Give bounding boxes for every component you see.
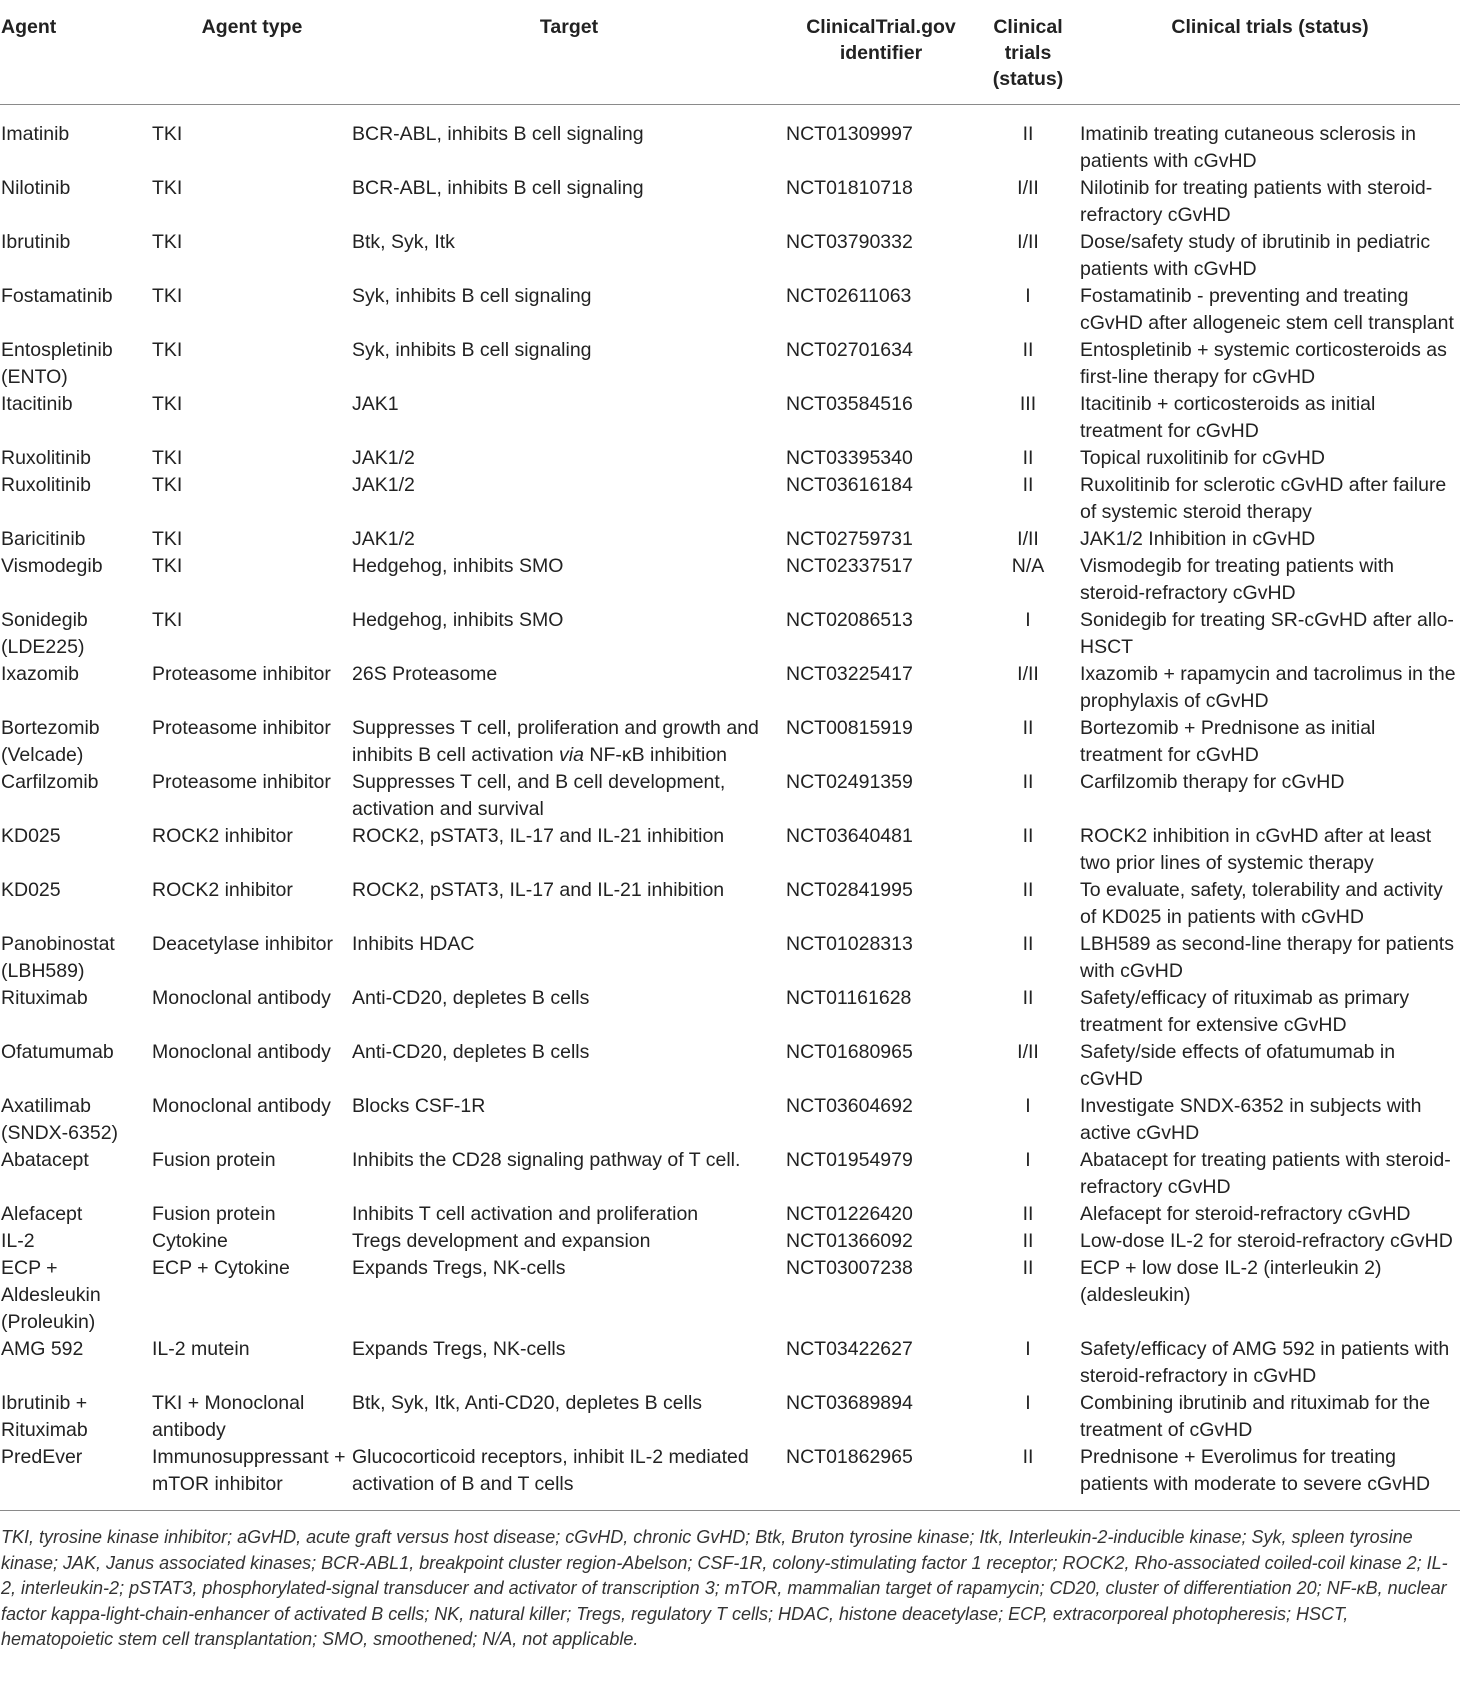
cell-status: II: [1022, 1203, 1034, 1225]
cell-agent-type: TKI: [152, 393, 183, 415]
cell-agent-type: Cytokine: [152, 1230, 228, 1252]
cell-status: I: [1025, 1149, 1031, 1171]
cell-target: Anti-CD20, depletes B cells: [352, 987, 590, 1009]
cell-description: Ruxolitinib for sclerotic cGvHD after failure of systemic steroid therapy: [1080, 474, 1447, 523]
cell-description: Ixazomib + rapamycin and tacrolimus in the prophylaxis of cGvHD: [1080, 663, 1456, 712]
cell-status: I: [1025, 1095, 1031, 1117]
table-row: [0, 553, 1460, 607]
cell-agent: Baricitinib: [1, 528, 86, 550]
cell-identifier: NCT01028313: [786, 933, 913, 955]
cell-target: Expands Tregs, NK-cells: [352, 1257, 566, 1279]
table-row: [0, 985, 1460, 1039]
cell-status: II: [1022, 123, 1034, 145]
cell-status: I: [1025, 1392, 1031, 1414]
table-row: [0, 877, 1460, 931]
cell-identifier: NCT03225417: [786, 663, 913, 685]
table-row: [0, 472, 1460, 526]
cell-agent-type: Fusion protein: [152, 1149, 276, 1171]
table-row: [0, 391, 1460, 445]
table-row: [0, 607, 1460, 661]
cell-description: Sonidegib for treating SR-cGvHD after allo-HSCT: [1080, 609, 1454, 658]
cell-description: ECP + low dose IL-2 (interleukin 2) (aldesleukin): [1080, 1257, 1382, 1306]
cell-description: JAK1/2 Inhibition in cGvHD: [1080, 528, 1316, 550]
table-row: [0, 175, 1460, 229]
table-row: [0, 1390, 1460, 1444]
cell-status: I/II: [1017, 1041, 1039, 1063]
table-row: [0, 661, 1460, 715]
cell-agent: Ruxolitinib: [1, 447, 91, 469]
cell-status: I: [1025, 609, 1031, 631]
cell-target: Inhibits HDAC: [352, 933, 475, 955]
cell-status: II: [1022, 474, 1034, 496]
cell-agent-type: TKI: [152, 447, 183, 469]
cell-agent-type: ECP + Cytokine: [152, 1257, 290, 1279]
cell-status: III: [1019, 393, 1037, 415]
cell-identifier: NCT02086513: [786, 609, 913, 631]
cell-description: Safety/efficacy of AMG 592 in patients with steroid-refractory in cGvHD: [1080, 1338, 1450, 1387]
cell-description: Abatacept for treating patients with steroid-refractory cGvHD: [1080, 1149, 1451, 1198]
cell-agent: Ixazomib: [1, 663, 80, 685]
cell-agent-type: TKI: [152, 339, 183, 361]
cell-agent-type: ROCK2 inhibitor: [152, 879, 293, 901]
cell-target: Tregs development and expansion: [352, 1230, 651, 1252]
cell-agent: Panobinostat (LBH589): [1, 933, 115, 982]
cell-description: Vismodegib for treating patients with steroid-refractory cGvHD: [1080, 555, 1394, 604]
cell-agent: Ofatumumab: [1, 1041, 114, 1063]
cell-identifier: NCT02337517: [786, 555, 913, 577]
table-row: [0, 769, 1460, 823]
table-row: [0, 715, 1460, 769]
cell-agent: IL-2: [1, 1230, 35, 1252]
cell-agent-type: TKI: [152, 231, 183, 253]
cell-identifier: NCT00815919: [786, 717, 913, 739]
cell-target: JAK1/2: [352, 474, 415, 496]
cell-status: I/II: [1017, 528, 1039, 550]
cell-target: Inhibits T cell activation and proliferation: [352, 1203, 699, 1225]
cell-target: Glucocorticoid receptors, inhibit IL-2 mediated activation of B and T cells: [352, 1446, 749, 1495]
table-row: [0, 1444, 1460, 1506]
table-row: [0, 1093, 1460, 1147]
table-row: [0, 1201, 1460, 1228]
cell-target: JAK1/2: [352, 447, 415, 469]
cell-agent-type: Proteasome inhibitor: [152, 771, 331, 793]
cell-identifier: NCT02611063: [786, 285, 912, 307]
table-row: [0, 229, 1460, 283]
cell-target: Btk, Syk, Itk, Anti-CD20, depletes B cells: [352, 1392, 703, 1414]
cell-identifier: NCT03689894: [786, 1392, 913, 1414]
table-row: [0, 445, 1460, 472]
cell-agent-type: ROCK2 inhibitor: [152, 825, 293, 847]
table-body: [0, 105, 1460, 1507]
cell-target: JAK1/2: [352, 528, 415, 550]
cell-agent: Fostamatinib: [1, 285, 113, 307]
cell-identifier: NCT01680965: [786, 1041, 913, 1063]
cell-status: II: [1022, 825, 1034, 847]
cell-agent-type: TKI: [152, 528, 183, 550]
table-header-row: [0, 0, 1460, 105]
header-description: Clinical trials (status): [1080, 0, 1460, 105]
cell-identifier: NCT01366092: [786, 1230, 913, 1252]
cell-target: ROCK2, pSTAT3, IL-17 and IL-21 inhibition: [352, 825, 725, 847]
cell-identifier: NCT02759731: [786, 528, 913, 550]
cell-identifier: NCT03422627: [786, 1338, 913, 1360]
cell-agent: Ibrutinib: [1, 231, 71, 253]
cell-agent: Alefacept: [1, 1203, 83, 1225]
cell-status: II: [1022, 339, 1034, 361]
cell-agent: Imatinib: [1, 123, 70, 145]
cell-description: To evaluate, safety, tolerability and activity of KD025 in patients with cGvHD: [1080, 879, 1443, 928]
table-row: [0, 1039, 1460, 1093]
cell-identifier: NCT02701634: [786, 339, 913, 361]
cell-target: Btk, Syk, Itk: [352, 231, 455, 253]
cell-status: II: [1022, 771, 1034, 793]
cell-agent-type: Immunosuppressant + mTOR inhibitor: [152, 1446, 346, 1495]
cell-identifier: NCT03604692: [786, 1095, 913, 1117]
cell-target: Anti-CD20, depletes B cells: [352, 1041, 590, 1063]
table-row: [0, 337, 1460, 391]
cell-target: Syk, inhibits B cell signaling: [352, 339, 592, 361]
cell-identifier: NCT03616184: [786, 474, 913, 496]
table-row: [0, 526, 1460, 553]
cell-status: II: [1022, 933, 1034, 955]
cell-description: Topical ruxolitinib for cGvHD: [1080, 447, 1325, 469]
cell-agent: Nilotinib: [1, 177, 71, 199]
cell-status: I/II: [1017, 663, 1039, 685]
cell-agent: Entospletinib (ENTO): [1, 339, 113, 388]
header-agent-type: Agent type: [152, 0, 352, 105]
cell-target: BCR-ABL, inhibits B cell signaling: [352, 123, 644, 145]
cell-agent: Itacitinib: [1, 393, 73, 415]
cell-agent-type: TKI: [152, 177, 183, 199]
header-status: Clinical trials (status): [976, 0, 1080, 105]
cell-agent-type: Deacetylase inhibitor: [152, 933, 334, 955]
cell-target: Hedgehog, inhibits SMO: [352, 609, 564, 631]
table-row: [0, 823, 1460, 877]
cell-target: JAK1: [352, 393, 399, 415]
cell-agent-type: Monoclonal antibody: [152, 987, 331, 1009]
cell-target: Syk, inhibits B cell signaling: [352, 285, 592, 307]
cell-target: Expands Tregs, NK-cells: [352, 1338, 566, 1360]
cell-target: 26S Proteasome: [352, 663, 498, 685]
cell-description: Combining ibrutinib and rituximab for the treatment of cGvHD: [1080, 1392, 1431, 1441]
cell-agent-type: IL-2 mutein: [152, 1338, 250, 1360]
cell-status: I/II: [1017, 177, 1039, 199]
table-row: [0, 1228, 1460, 1255]
cell-agent-type: Fusion protein: [152, 1203, 276, 1225]
cell-description: Low-dose IL-2 for steroid-refractory cGvHD: [1080, 1230, 1453, 1252]
cell-description: LBH589 as second-line therapy for patients with cGvHD: [1080, 933, 1454, 982]
table-row: [0, 283, 1460, 337]
cell-identifier: NCT01954979: [786, 1149, 913, 1171]
cell-identifier: NCT01309997: [786, 123, 913, 145]
cell-agent: PredEver: [1, 1446, 83, 1468]
cell-description: Dose/safety study of ibrutinib in pediatric patients with cGvHD: [1080, 231, 1431, 280]
cell-agent: AMG 592: [1, 1338, 84, 1360]
cell-description: Prednisone + Everolimus for treating patients with moderate to severe cGvHD: [1080, 1446, 1431, 1495]
cell-description: Itacitinib + corticosteroids as initial treatment for cGvHD: [1080, 393, 1376, 442]
cell-agent: Vismodegib: [1, 555, 103, 577]
cell-agent: KD025: [1, 879, 61, 901]
cell-agent-type: Monoclonal antibody: [152, 1041, 331, 1063]
cell-description: Safety/efficacy of rituximab as primary treatment for extensive cGvHD: [1080, 987, 1410, 1036]
cell-description: Imatinib treating cutaneous sclerosis in patients with cGvHD: [1080, 123, 1417, 172]
cell-agent-type: Proteasome inhibitor: [152, 663, 331, 685]
cell-description: Fostamatinib - preventing and treating cGvHD after allogeneic stem cell transplant: [1080, 285, 1454, 334]
cell-description: Bortezomib + Prednisone as initial treatment for cGvHD: [1080, 717, 1376, 766]
cell-target: BCR-ABL, inhibits B cell signaling: [352, 177, 644, 199]
cell-identifier: NCT01161628: [786, 987, 912, 1009]
cell-identifier: NCT03584516: [786, 393, 913, 415]
cell-status: I: [1025, 285, 1031, 307]
cell-status: II: [1022, 987, 1034, 1009]
cell-status: II: [1022, 717, 1034, 739]
cell-agent: Ruxolitinib: [1, 474, 91, 496]
cell-identifier: NCT03640481: [786, 825, 913, 847]
cell-target: ROCK2, pSTAT3, IL-17 and IL-21 inhibition: [352, 879, 725, 901]
cell-description: Alefacept for steroid-refractory cGvHD: [1080, 1203, 1411, 1225]
cell-agent: Carfilzomib: [1, 771, 99, 793]
cell-description: Carfilzomib therapy for cGvHD: [1080, 771, 1345, 793]
table-footnote: TKI, tyrosine kinase inhibitor; aGvHD, acute graft versus host disease; cGvHD, chronic GvHD; Btk, Bruton tyrosine kinase; Itk, Interleukin-2-inducible kinase; Syk, spleen tyrosine kinase; JAK, Janus associated kinases; BCR-ABL1, breakpoint cluster region-Abelson; CSF-1R, colony-stimulating factor 1 receptor; ROCK2, Rho-associated coiled-coil kinase 2; IL-2, interleukin-2; pSTAT3, phosphorylated-signal transducer and activator of transcription 3; mTOR, mammalian target of rapamycin; CD20, cluster of differentiation 20; NF-κB, nuclear factor kappa-light-chain-enhancer of activated B cells; NK, natural killer; Tregs, regulatory T cells; HDAC, histone deacetylase; ECP, extracorporeal photopheresis; HSCT, hematopoietic stem cell transplantation; SMO, smoothened; N/A, not applicable.: [0, 1510, 1460, 1653]
cell-status: II: [1022, 879, 1034, 901]
cell-target: Suppresses T cell, proliferation and growth and inhibits B cell activation via NF-κB inhibition: [352, 717, 759, 766]
cell-agent-type: Monoclonal antibody: [152, 1095, 331, 1117]
cell-description: Entospletinib + systemic corticosteroids as first-line therapy for cGvHD: [1080, 339, 1447, 388]
cell-agent: Abatacept: [1, 1149, 89, 1171]
cell-agent: Rituximab: [1, 987, 88, 1009]
italic-word: via: [559, 744, 584, 766]
cell-description: Nilotinib for treating patients with steroid-refractory cGvHD: [1080, 177, 1433, 226]
cell-agent: KD025: [1, 825, 61, 847]
cell-agent: Axatilimab (SNDX-6352): [1, 1095, 119, 1144]
cell-status: II: [1022, 1230, 1034, 1252]
cell-target: Suppresses T cell, and B cell development, activation and survival: [352, 771, 726, 820]
cell-identifier: NCT01810718: [786, 177, 913, 199]
cell-identifier: NCT03395340: [786, 447, 913, 469]
table-row: [0, 1255, 1460, 1336]
cell-agent-type: TKI: [152, 123, 183, 145]
cell-status: II: [1022, 447, 1034, 469]
cell-agent-type: TKI: [152, 285, 183, 307]
cell-agent: ECP + Aldesleukin (Proleukin): [1, 1257, 101, 1333]
cell-status: II: [1022, 1257, 1034, 1279]
cell-agent-type: TKI: [152, 555, 183, 577]
cell-agent-type: TKI: [152, 474, 183, 496]
cell-status: II: [1022, 1446, 1034, 1468]
cell-description: Investigate SNDX-6352 in subjects with active cGvHD: [1080, 1095, 1422, 1144]
cell-agent: Sonidegib (LDE225): [1, 609, 88, 658]
cell-status: N/A: [1011, 555, 1045, 577]
cell-agent-type: TKI: [152, 609, 183, 631]
table-row: [0, 1147, 1460, 1201]
cell-agent-type: Proteasome inhibitor: [152, 717, 331, 739]
table-row: [0, 931, 1460, 985]
cell-identifier: NCT02841995: [786, 879, 913, 901]
header-agent: Agent: [0, 0, 152, 105]
cell-status: I: [1025, 1338, 1031, 1360]
cell-target: Hedgehog, inhibits SMO: [352, 555, 564, 577]
table-row: [0, 105, 1460, 176]
cell-identifier: NCT03007238: [786, 1257, 913, 1279]
table-row: [0, 1336, 1460, 1390]
cell-status: I/II: [1017, 231, 1039, 253]
cell-identifier: NCT01226420: [786, 1203, 913, 1225]
cell-agent: Ibrutinib + Rituximab: [1, 1392, 88, 1441]
cell-target: Inhibits the CD28 signaling pathway of T cell.: [352, 1149, 741, 1171]
cell-description: Safety/side effects of ofatumumab in cGvHD: [1080, 1041, 1396, 1090]
cell-agent-type: TKI + Monoclonal antibody: [152, 1392, 305, 1441]
cell-description: ROCK2 inhibition in cGvHD after at least two prior lines of systemic therapy: [1080, 825, 1432, 874]
cell-identifier: NCT03790332: [786, 231, 913, 253]
header-identifier: ClinicalTrial.gov identifier: [786, 0, 976, 105]
cell-target: Blocks CSF-1R: [352, 1095, 486, 1117]
cell-agent: Bortezomib (Velcade): [1, 717, 100, 766]
cell-identifier: NCT01862965: [786, 1446, 913, 1468]
header-target: Target: [352, 0, 786, 105]
cell-identifier: NCT02491359: [786, 771, 913, 793]
